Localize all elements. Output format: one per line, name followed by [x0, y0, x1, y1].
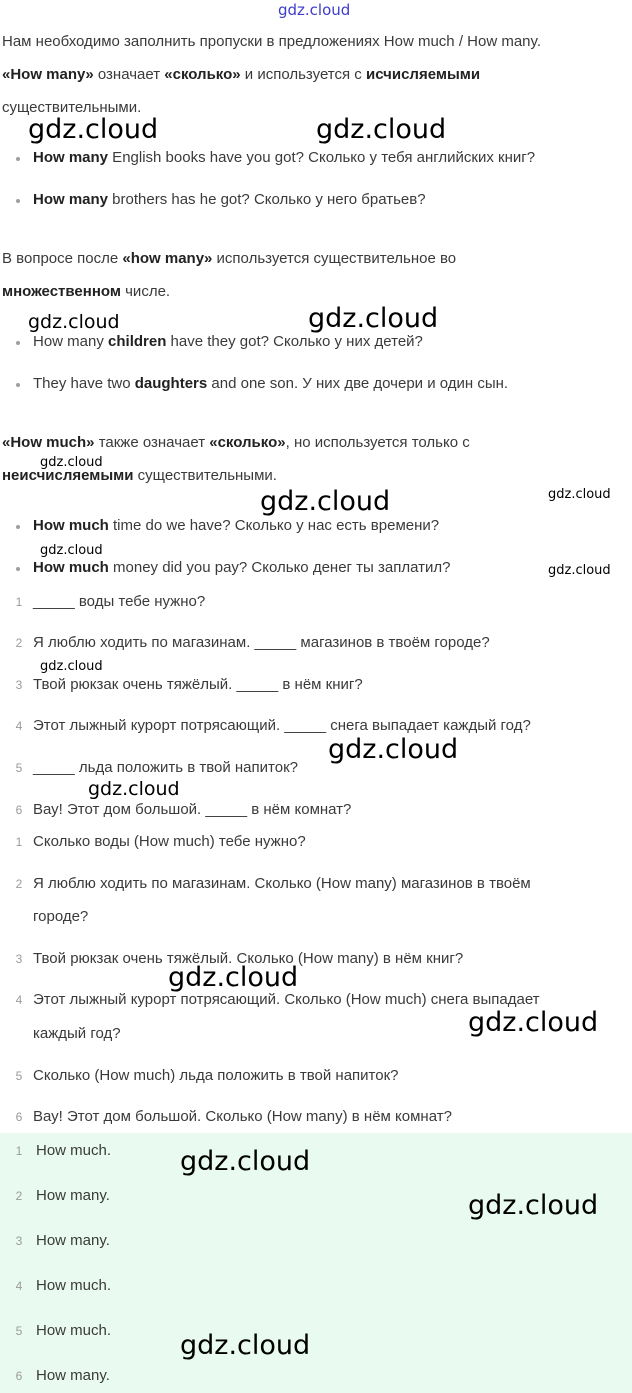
note-text: существительными.: [133, 467, 277, 484]
answer-text: How many.: [36, 1367, 110, 1384]
bullet: [16, 383, 20, 387]
task-text: Твой рюкзак очень тяжёлый. _____ в нём книг?: [33, 676, 363, 693]
example-text: brothers has he got? Сколько у него братьев?: [108, 191, 426, 208]
plural-note-line-1: [2, 250, 456, 268]
answer-text: How much.: [36, 1322, 112, 1339]
watermark: gdz.cloud: [40, 543, 103, 558]
task-number: 4: [15, 719, 23, 733]
example-bold: How much: [33, 517, 109, 534]
note-bold: неисчисляемыми: [2, 467, 134, 484]
example-bold: daughters: [134, 375, 208, 392]
answer-text: How much.: [36, 1277, 112, 1294]
watermark: gdz.cloud: [40, 455, 103, 470]
answer-number: 2: [15, 1189, 23, 1203]
note-bold: «сколько»: [209, 434, 286, 451]
bullet: [16, 525, 20, 529]
example-text: How many: [33, 333, 109, 350]
answer-number: 3: [15, 1234, 23, 1248]
task-text: Этот лыжный курорт потрясающий. _____ снега выпадает каждый год?: [33, 717, 531, 734]
answer-number: 4: [15, 1279, 23, 1293]
watermark: gdz.cloud: [548, 487, 611, 502]
watermark: gdz.cloud: [180, 1146, 311, 1177]
intro-line-2: [2, 66, 480, 84]
example-text: English books have you got? Сколько у тебя английских книг?: [108, 149, 536, 166]
bullet: [16, 567, 20, 571]
intro-line-3: существительными.: [2, 99, 142, 116]
note-text: В вопросе после: [2, 250, 123, 267]
bullet: [16, 341, 20, 345]
watermark: gdz.cloud: [328, 734, 459, 765]
note-text: , но используется только с: [285, 434, 470, 451]
example-item: [33, 559, 450, 577]
example-item: [33, 149, 535, 167]
solution-number: 6: [15, 1110, 23, 1124]
solution-text: Сколько воды (How much) тебе нужно?: [33, 833, 306, 850]
watermark: gdz.cloud: [548, 563, 611, 578]
example-bold: children: [108, 333, 167, 350]
task-text: Вау! Этот дом большой. _____ в нём комнат?: [33, 801, 352, 818]
watermark: gdz.cloud: [468, 1190, 599, 1221]
watermark: gdz.cloud: [308, 303, 439, 334]
solution-text: Я люблю ходить по магазинам. Сколько (How many) магазинов в твоём: [33, 875, 531, 892]
example-bold: How many: [33, 149, 109, 166]
example-item: [33, 517, 439, 535]
plural-note-line-2: [2, 283, 170, 301]
task-text: _____ льда положить в твой напиток?: [33, 759, 298, 776]
much-note-line-1: [2, 434, 470, 452]
watermark: gdz.cloud: [260, 486, 391, 517]
watermark: gdz.cloud: [88, 778, 180, 800]
answer-number: 5: [15, 1324, 23, 1338]
solution-text-cont: городе?: [33, 908, 89, 925]
intro-line-1: Нам необходимо заполнить пропуски в предложениях How much / How many.: [2, 33, 542, 50]
example-item: [33, 375, 508, 393]
watermark: gdz.cloud: [168, 962, 299, 993]
example-text: have they got? Сколько у них детей?: [166, 333, 423, 350]
note-bold: «How much»: [2, 434, 95, 451]
bullet: [16, 199, 20, 203]
example-text: and one son. У них две дочери и один сын.: [207, 375, 509, 392]
solution-text: Вау! Этот дом большой. Сколько (How many) в нём комнат?: [33, 1108, 452, 1125]
task-number: 3: [15, 678, 23, 692]
note-text: также означает: [94, 434, 210, 451]
intro-text: означает: [93, 66, 165, 83]
task-text: Я люблю ходить по магазинам. _____ магазинов в твоём городе?: [33, 634, 490, 651]
task-number: 5: [15, 761, 23, 775]
note-bold: «how many»: [122, 250, 213, 267]
solution-number: 1: [15, 835, 23, 849]
example-text: They have two: [33, 375, 135, 392]
watermark-top: gdz.cloud: [278, 1, 351, 19]
example-bold: How much: [33, 559, 109, 576]
solution-number: 2: [15, 877, 23, 891]
watermark: gdz.cloud: [28, 114, 159, 145]
answer-text: How many.: [36, 1232, 110, 1249]
note-text: числе.: [120, 283, 171, 300]
note-bold: множественном: [2, 283, 121, 300]
answer-text: How much.: [36, 1142, 112, 1159]
example-item: [33, 333, 423, 351]
how-many-term: «How many»: [2, 66, 94, 83]
task-text: _____ воды тебе нужно?: [33, 593, 206, 610]
skolko-term: «сколько»: [164, 66, 241, 83]
watermark: gdz.cloud: [316, 114, 447, 145]
answer-number: 1: [15, 1144, 23, 1158]
example-item: [33, 191, 426, 209]
solution-text: Твой рюкзак очень тяжёлый. Сколько (How many) в нём книг?: [33, 950, 464, 967]
answer-text: How many.: [36, 1187, 110, 1204]
solution-text: Сколько (How much) льда положить в твой напиток?: [33, 1067, 399, 1084]
answer-number: 6: [15, 1369, 23, 1383]
example-bold: How many: [33, 191, 109, 208]
watermark: gdz.cloud: [28, 311, 120, 333]
solution-text: Этот лыжный курорт потрясающий. Сколько (How much) снега выпадает: [33, 991, 540, 1008]
task-number: 6: [15, 803, 23, 817]
watermark: gdz.cloud: [40, 659, 103, 674]
solution-number: 3: [15, 952, 23, 966]
task-number: 2: [15, 636, 23, 650]
task-number: 1: [15, 595, 23, 609]
example-text: time do we have? Сколько у нас есть времени?: [108, 517, 440, 534]
bullet: [16, 157, 20, 161]
solution-text-cont: каждый год?: [33, 1025, 121, 1042]
watermark: gdz.cloud: [180, 1330, 311, 1361]
solution-number: 4: [15, 993, 23, 1007]
answers-panel: [0, 1133, 632, 1393]
solution-number: 5: [15, 1069, 23, 1083]
example-text: money did you pay? Сколько денег ты заплатил?: [108, 559, 451, 576]
intro-text: и используется с: [240, 66, 366, 83]
note-text: используется существительное во: [212, 250, 457, 267]
countable-term: исчисляемыми: [365, 66, 481, 83]
watermark: gdz.cloud: [468, 1007, 599, 1038]
